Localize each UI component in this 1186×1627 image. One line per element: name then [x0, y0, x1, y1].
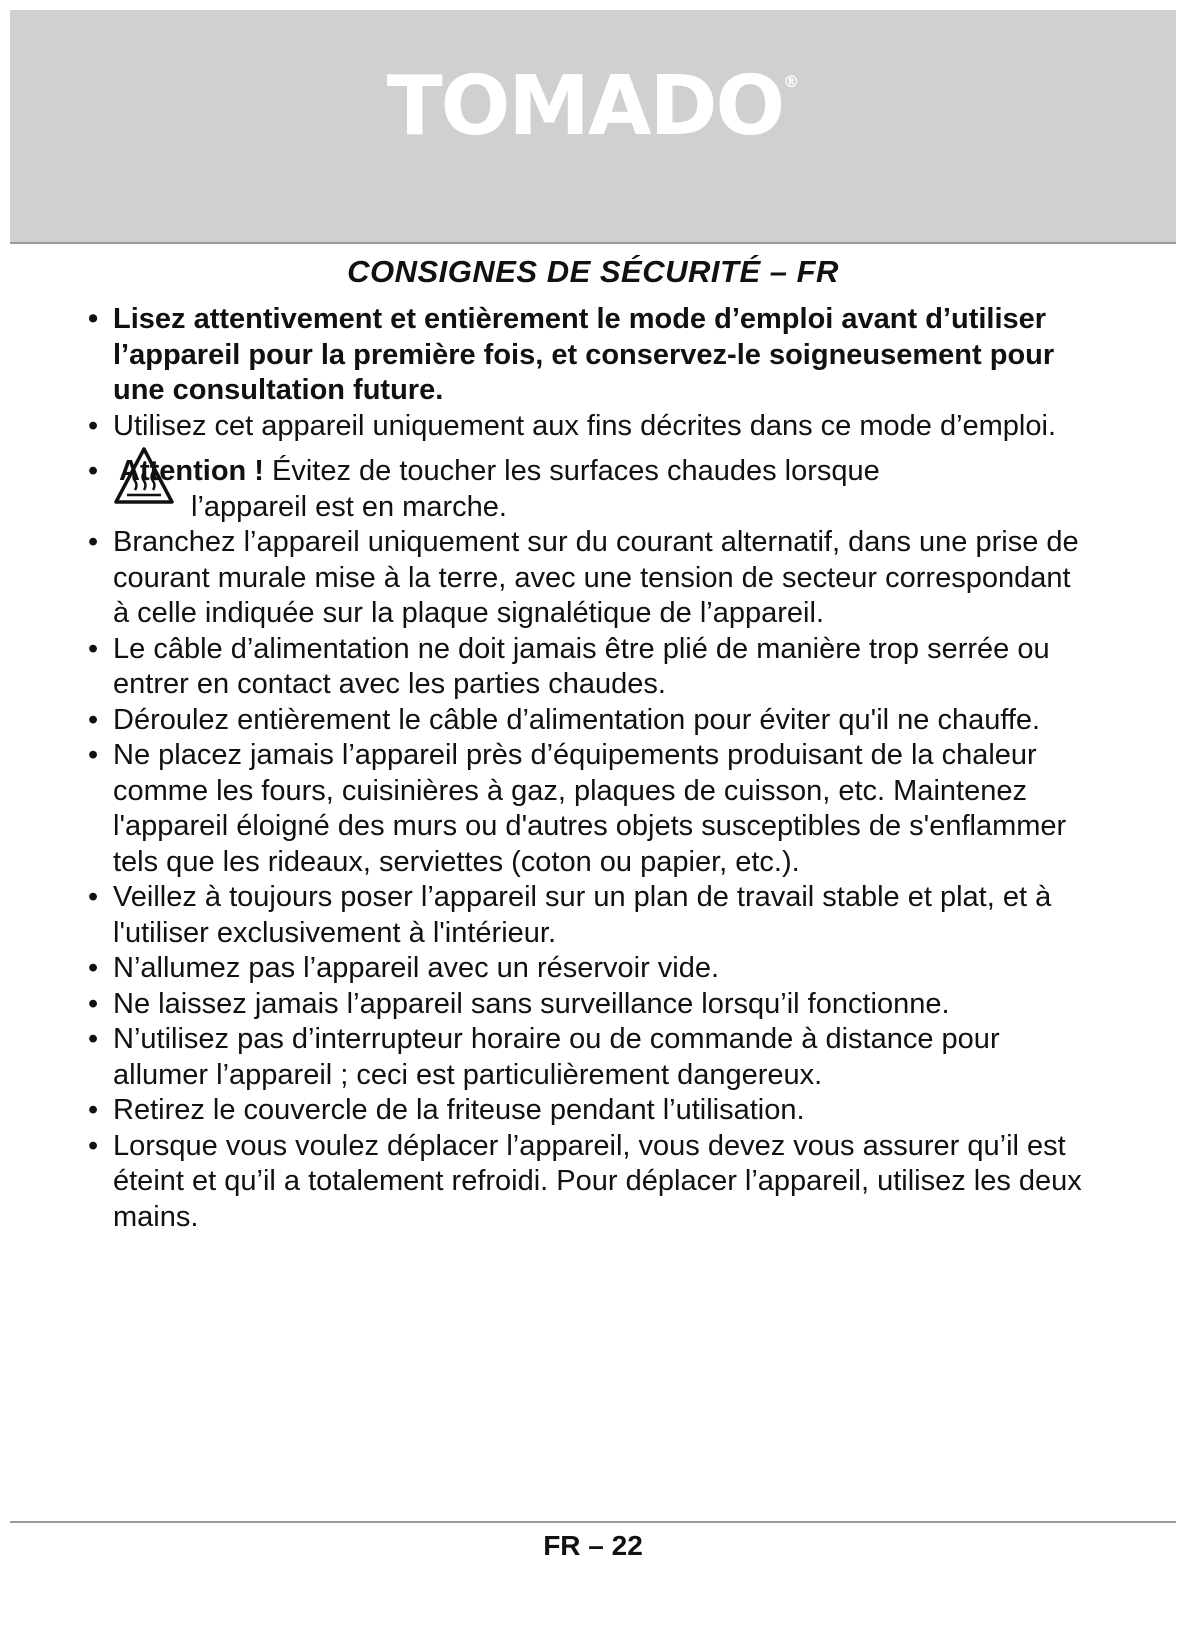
brand-logo: [10, 59, 1176, 154]
header-band: [10, 10, 1176, 244]
list-item: [88, 951, 1088, 987]
list-item-text: Lorsque vous voulez déplacer l’appareil, vous devez vous assurer qu’il est éteint et qu’il a totalement refroidi. Pour déplacer l’appareil, utilisez les deux mains.: [113, 1129, 1082, 1233]
attention-label: Attention !: [119, 455, 264, 487]
list-item-text: N’allumez pas l’appareil avec un réservoir vide.: [113, 952, 720, 984]
list-item: [88, 525, 1088, 632]
attention-text-1: Évitez de toucher les surfaces chaudes lorsque: [263, 455, 880, 487]
list-item-text: Utilisez cet appareil uniquement aux fins décrites dans ce mode d’emploi.: [113, 409, 1056, 442]
brand-name: TOMADO: [386, 59, 784, 154]
list-item-text: Lisez attentivement et entièrement le mode d’emploi avant d’utiliser l’appareil pour la première fois, et conservez-le soigneusement pour une consultation future.: [113, 303, 1055, 406]
list-item: [88, 409, 1088, 445]
list-item-text: N’utilisez pas d’interrupteur horaire ou de commande à distance pour allumer l’appareil ; ceci est particulièrement dangereux.: [113, 1023, 1000, 1091]
list-item: [88, 1022, 1088, 1093]
list-item: [88, 302, 1088, 409]
footer-divider: [10, 1521, 1176, 1523]
list-item-text: Ne laissez jamais l’appareil sans surveillance lorsqu’il fonctionne.: [113, 987, 950, 1020]
list-item-text: Déroulez entièrement le câble d’alimentation pour éviter qu'il ne chauffe.: [113, 703, 1041, 736]
list-item-text: Ne placez jamais l’appareil près d’équipements produisant de la chaleur comme les fours, cuisinières à gaz, plaques de cuisson, etc. Maintenez l'appareil éloigné des murs ou d'autres objets susceptibles de s'enflammer tels que les rideaux, serviettes (coton ou papier, etc.).: [113, 739, 1067, 878]
page-number: FR – 22: [543, 1530, 643, 1561]
list-item-text: Veillez à toujours poser l’appareil sur un plan de travail stable et plat, et à l'utiliser exclusivement à l'intérieur.: [113, 881, 1052, 949]
list-item: [88, 703, 1088, 739]
list-item-text: Le câble d’alimentation ne doit jamais être plié de manière trop serrée ou entrer en contact avec les parties chaudes.: [113, 632, 1050, 700]
safety-instructions-list: [88, 302, 1088, 1235]
list-item: [88, 738, 1088, 880]
registered-mark: ®: [783, 72, 800, 91]
attention-row: [113, 454, 1088, 525]
page-title: CONSIGNES DE SÉCURITÉ – FR: [347, 254, 839, 289]
list-item: [88, 1093, 1088, 1129]
list-item: [88, 987, 1088, 1023]
list-item: [88, 1129, 1088, 1236]
list-item-text: Branchez l’appareil uniquement sur du courant alternatif, dans une prise de courant murale mise à la terre, avec une tension de secteur correspondant à celle indiquée sur la plaque signalétique de l’appareil.: [113, 526, 1079, 629]
attention-line-1: [113, 454, 1088, 490]
list-item-text: Retirez le couvercle de la friteuse pendant l’utilisation.: [113, 1094, 805, 1126]
list-item: [88, 880, 1088, 951]
list-item-attention: [88, 454, 1088, 525]
list-item: [88, 632, 1088, 703]
attention-text-2: l’appareil est en marche.: [191, 490, 507, 523]
